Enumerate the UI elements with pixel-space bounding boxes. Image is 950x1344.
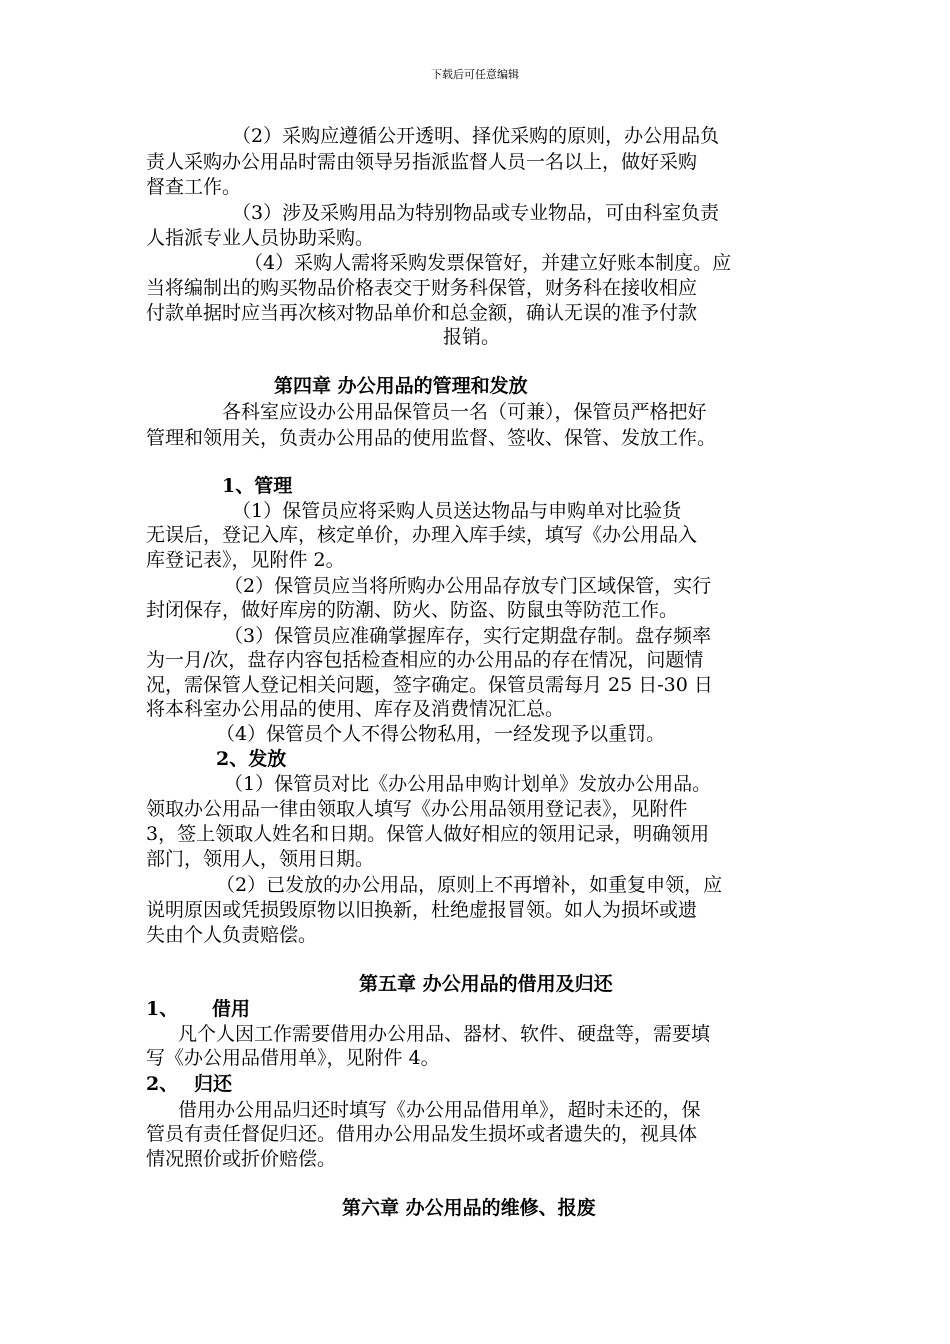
text-line: 管员有责任督促归还。借用办公用品发生损坏或者遗失的，视具体 xyxy=(146,1123,698,1145)
text-line: 部门，领用人，领用日期。 xyxy=(146,848,375,870)
text-line: 况，需保管人登记相关问题，签字确定。保管员需每月 25 日-30 日 xyxy=(146,674,713,696)
text-line: 3，签上领取人姓名和日期。保管人做好相应的领用记录，明确领用 xyxy=(146,823,710,845)
chapter-heading: 第六章 办公用品的维修、报废 xyxy=(342,1197,596,1219)
text-line: 失由个人负责赔偿。 xyxy=(146,924,318,946)
chapter-heading: 第五章 办公用品的借用及归还 xyxy=(359,973,613,995)
text-line: 各科室应设办公用品保管员一名（可兼），保管员严格把好 xyxy=(222,401,707,423)
text-line: 借用办公用品归还时填写《办公用品借用单》，超时未还的，保 xyxy=(178,1099,701,1121)
text-line: （2）保管员应当将所购办公用品存放专门区域保管，实行 xyxy=(224,575,712,597)
text-line: 付款单据时应当再次核对物品单价和总金额，确认无误的准予付款 xyxy=(146,302,698,324)
text-line: （1）保管员对比《办公用品申购计划单》发放办公用品。 xyxy=(224,773,712,795)
page-header: 下载后可任意编辑 xyxy=(431,68,519,81)
text-line: （2）采购应遵循公开透明、择优采购的原则，办公用品负 xyxy=(232,125,720,147)
section-number: 1、 xyxy=(146,998,179,1020)
text-line: 凡个人因工作需要借用办公用品、器材、软件、硬盘等，需要填 xyxy=(178,1023,711,1045)
section-heading: 归还 xyxy=(194,1073,233,1095)
text-line: （1）保管员应将采购人员送达物品与申购单对比验货 xyxy=(232,500,682,522)
text-line: 写《办公用品借用单》，见附件 4。 xyxy=(146,1047,440,1069)
text-line: 将本科室办公用品的使用、库存及消费情况汇总。 xyxy=(146,698,565,720)
text-line: （2）已发放的办公用品，原则上不再增补，如重复申领，应 xyxy=(216,874,723,896)
text-line: 管理和领用关，负责办公用品的使用监督、签收、保管、发放工作。 xyxy=(146,427,717,449)
text-line: （4）保管员个人不得公物私用，一经发现予以重罚。 xyxy=(216,723,666,745)
text-line: 封闭保存，做好库房的防潮、防火、防盗、防鼠虫等防范工作。 xyxy=(146,599,679,621)
text-line: 库登记表》，见附件 2。 xyxy=(146,549,345,571)
section-number: 2、 xyxy=(146,1073,179,1095)
text-line: 无误后，登记入库，核定单价，办理入库手续，填写《办公用品入 xyxy=(146,524,698,546)
text-line: （4）采购人需将采购发票保管好，并建立好账本制度。应 xyxy=(244,252,732,274)
text-line: 说明原因或凭损毁原物以旧换新，杜绝虚报冒领。如人为损坏或遗 xyxy=(146,899,698,921)
text-line: 为一月/次，盘存内容包括检查相应的办公用品的存在情况，问题情 xyxy=(146,649,704,671)
text-line: 督查工作。 xyxy=(146,176,242,198)
text-line: 人指派专业人员协助采购。 xyxy=(146,227,375,249)
text-line: 领取办公用品一律由领取人填写《办公用品领用登记表》，见附件 xyxy=(146,798,688,820)
section-heading: 借用 xyxy=(212,998,251,1020)
text-line: 责人采购办公用品时需由领导另指派监督人员一名以上，做好采购 xyxy=(146,151,698,173)
text-line: （3）涉及采购用品为特别物品或专业物品，可由科室负责 xyxy=(232,202,720,224)
text-line: （3）保管员应准确掌握库存，实行定期盘存制。盘存频率 xyxy=(224,625,712,647)
text-line: 报销。 xyxy=(443,326,501,348)
chapter-heading: 第四章 办公用品的管理和发放 xyxy=(274,375,528,397)
section-heading: 2、发放 xyxy=(216,748,287,770)
section-heading: 1、管理 xyxy=(222,475,293,497)
text-line: 情况照价或折价赔偿。 xyxy=(146,1148,337,1170)
text-line: 当将编制出的购买物品价格表交于财务科保管，财务科在接收相应 xyxy=(146,277,698,299)
